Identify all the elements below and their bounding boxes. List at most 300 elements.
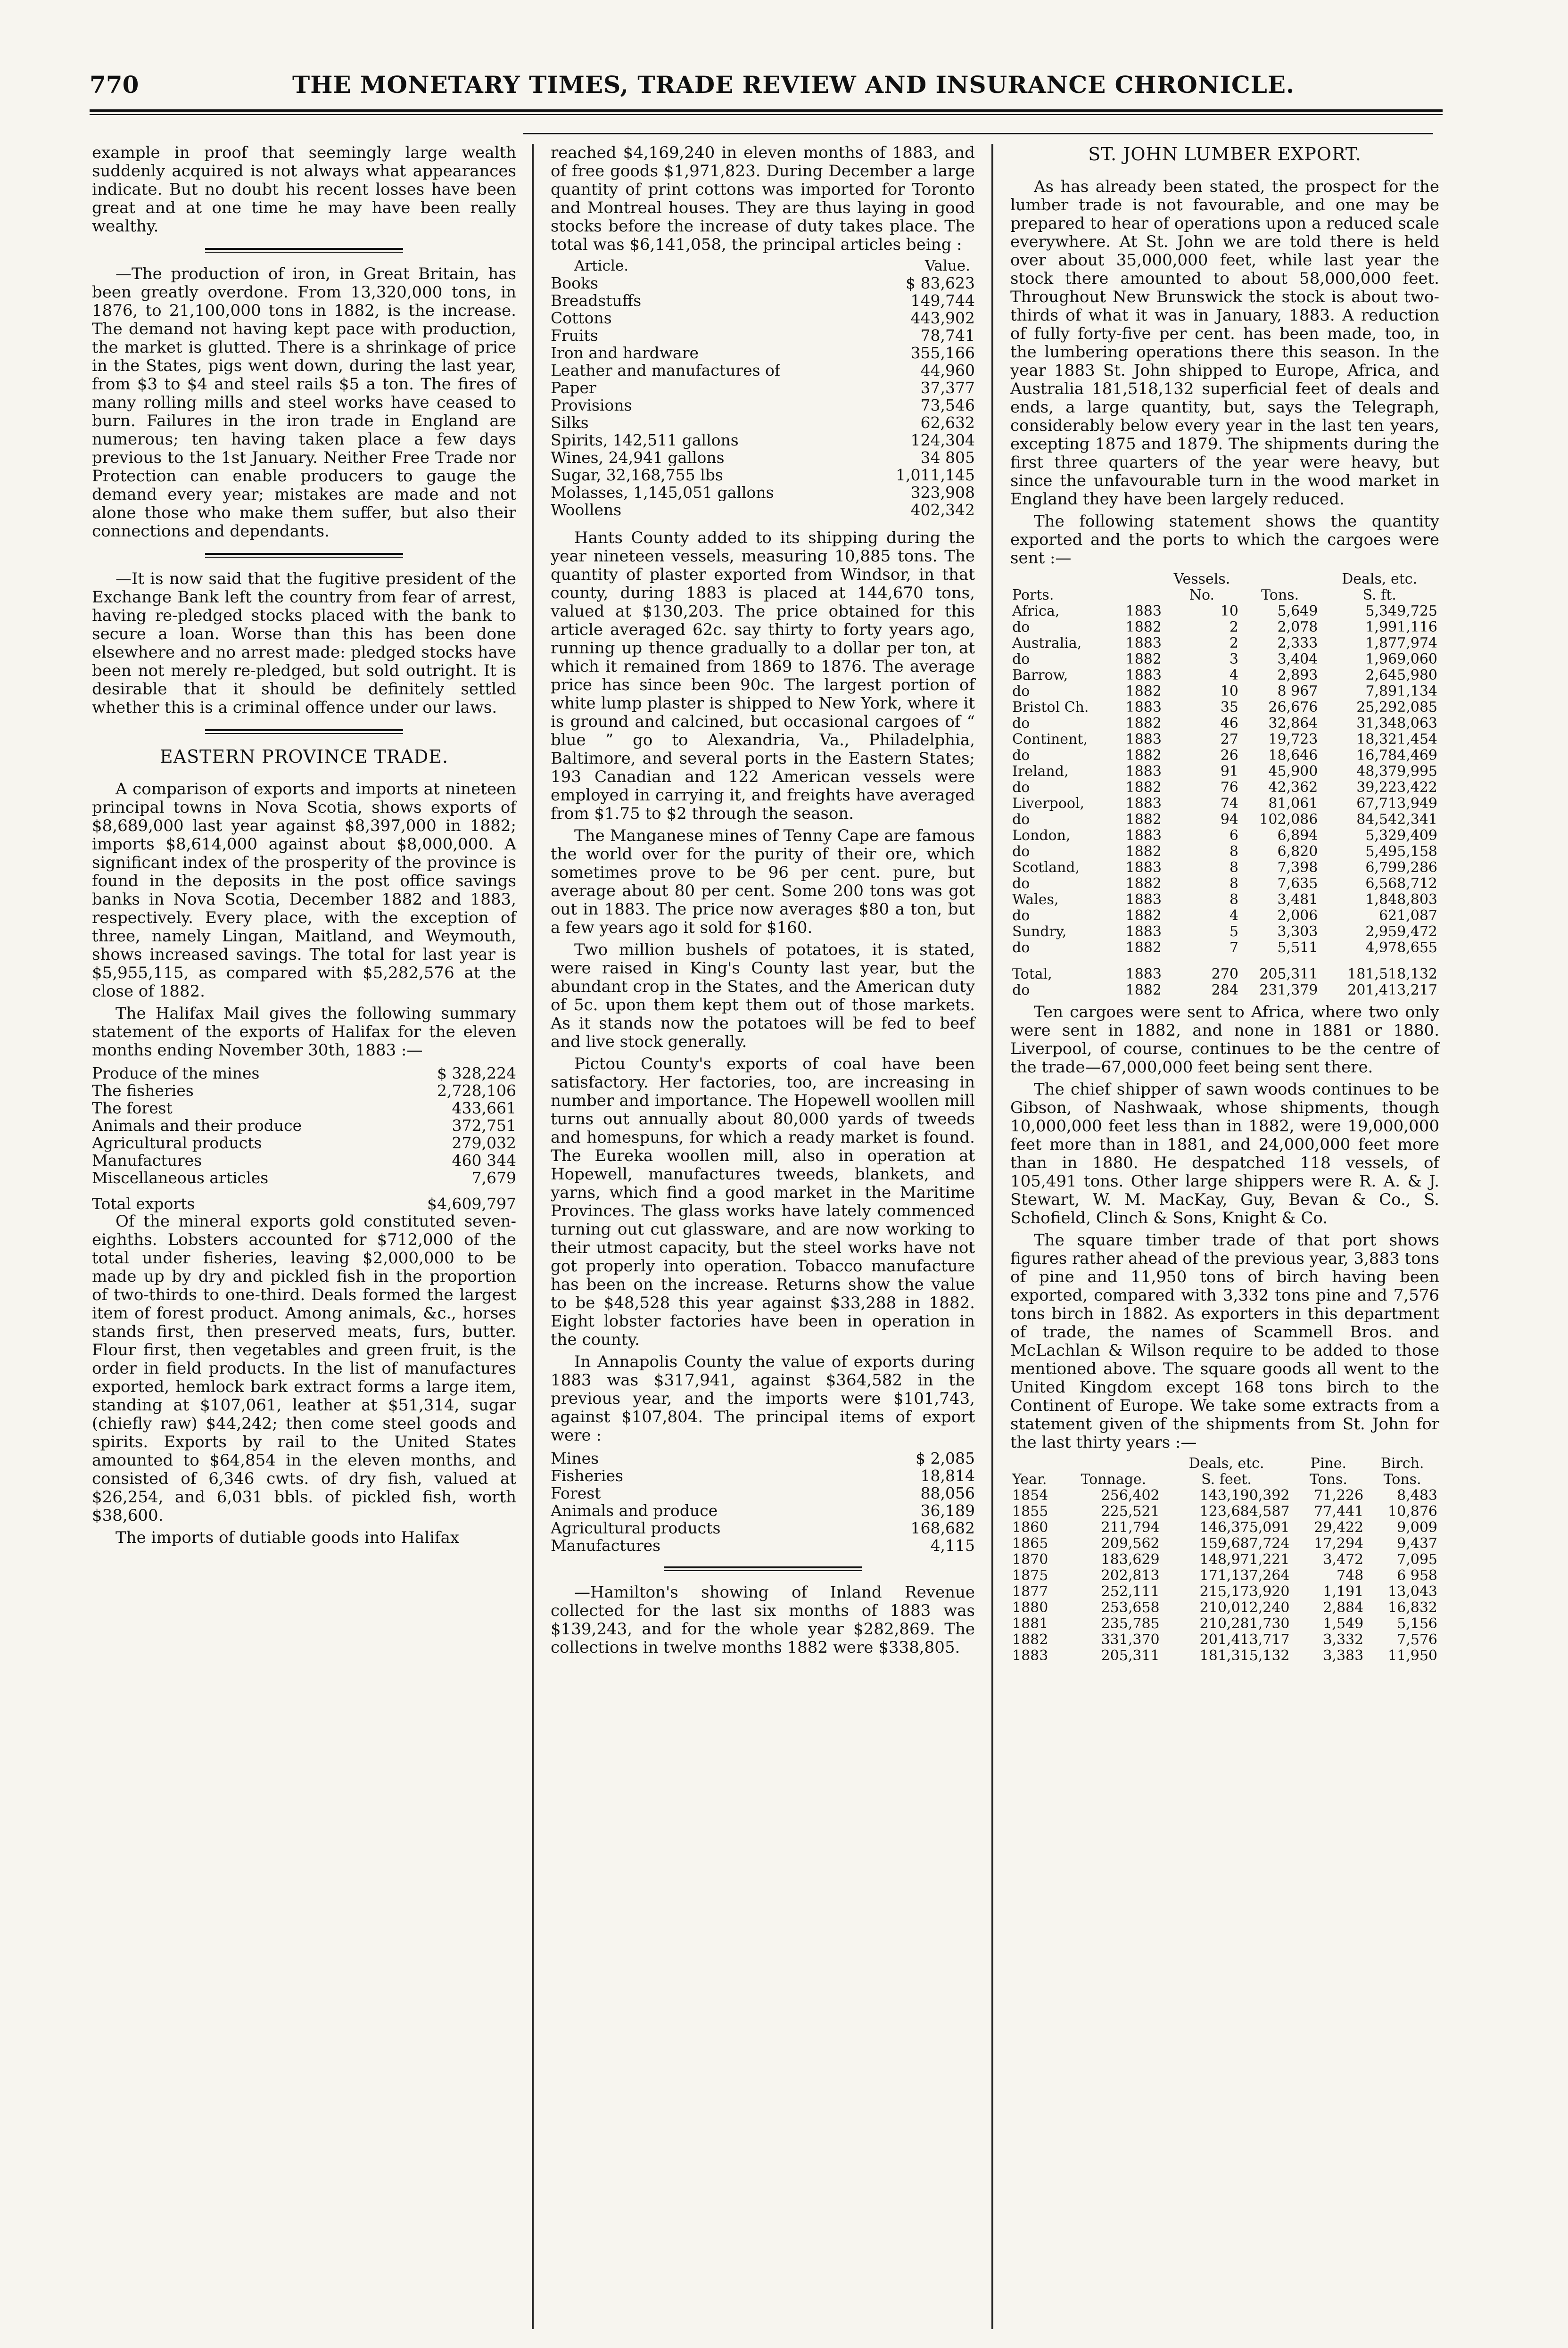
ledger-label: Manufactures	[551, 1537, 661, 1554]
ports-header-tons: Tons.	[1261, 587, 1299, 603]
cell-no: 5	[1229, 923, 1238, 940]
ledger-value: 78,741	[920, 326, 975, 345]
cell-feet: 5,495,158	[1365, 843, 1437, 860]
hist-header-tonnage: Tonnage.	[1081, 1471, 1147, 1488]
cell-port: do	[1012, 651, 1030, 667]
ledger-value: 1,011,145	[896, 466, 975, 484]
cell-year: 1882	[1125, 843, 1162, 860]
ports-header-ports: Ports.	[1012, 587, 1054, 603]
cell-pine: 3,332	[1323, 1631, 1364, 1648]
cell-no: 8	[1229, 843, 1238, 860]
table-row	[1010, 876, 1439, 892]
total-exports-row	[92, 1195, 516, 1212]
cell-tons: 231,379	[1259, 982, 1318, 998]
ledger-value: 402,342	[910, 501, 975, 519]
ledger-row	[551, 396, 975, 414]
cell-year: 1883	[1125, 763, 1162, 780]
hist-header-year: Year.	[1012, 1471, 1047, 1488]
hist-header-birch: Birch.	[1380, 1455, 1424, 1472]
cell-tonnage: 205,311	[1101, 1648, 1160, 1664]
cell-year: 1875	[1012, 1567, 1048, 1584]
ledger-value: 73,546	[920, 396, 975, 414]
cell-tons: 5,511	[1277, 939, 1318, 956]
article-paragraph: The imports of dutiable goods into Halifax	[116, 1528, 460, 1547]
cell-feet: 39,223,422	[1356, 779, 1437, 796]
table-row	[1010, 764, 1439, 780]
ledger-row	[551, 1467, 975, 1484]
cell-no: 46	[1220, 715, 1238, 732]
ledger-row	[551, 1519, 975, 1537]
ledger-value: 88,056	[920, 1484, 975, 1502]
cell-feet: 201,413,217	[1347, 982, 1437, 998]
cell-port: do	[1012, 875, 1030, 892]
table-row	[1010, 1600, 1439, 1616]
ledger-value: 124,304	[910, 431, 975, 449]
article-paragraph: Hants County added to its shipping during the year nineteen vessels, measuring 10,885 tons. The quantity of plaster exported from Windsor, in that county, during 1883 is placed at 144,670 tons, valued at $130,203. The price obtained for this article averaged 62c. say thirty to forty years ago, running up thence gradually to a dollar per ton, at which it remained from 1869 to 1876. The average price has since been 90c. The largest portion of white lump plaster is shipped to New York, where it is ground and calcined, but occasional cargoes of “ blue ” go to Alexandria, Va., Philadelphia, Baltimore, and several ports in the Eastern States; 193 Canadian and 122 American vessels were employed in carrying it, and freights have averaged from $1.75 to $2 through the season.	[551, 528, 975, 823]
cell-port: Australia,	[1012, 635, 1082, 651]
column-divider	[532, 144, 534, 2329]
cell-feet: 48,379,995	[1356, 763, 1437, 780]
cell-feet: 2,645,980	[1365, 667, 1437, 684]
ledger-row	[92, 1134, 516, 1152]
cell-port: do	[1012, 939, 1030, 956]
cell-birch: 9,009	[1397, 1519, 1437, 1536]
cell-year: 1882	[1125, 715, 1162, 732]
ports-header-vessels: Vessels.	[1173, 571, 1230, 587]
ledger-row	[551, 379, 975, 396]
cell-birch: 6 958	[1397, 1567, 1437, 1584]
article-paragraph: The following statement shows the quantity exported and the ports to which the cargoes were sent :—	[1010, 512, 1439, 568]
table-row	[1010, 780, 1439, 796]
ledger-row	[551, 309, 975, 327]
ledger-row	[551, 274, 975, 292]
ledger-label: Sugar, 32,168,755 lbs	[551, 466, 723, 484]
ledger-row	[551, 362, 975, 379]
top-rule	[523, 133, 1433, 134]
cell-birch: 16,832	[1388, 1599, 1437, 1616]
cell-no: 2	[1229, 635, 1238, 651]
cell-no: 8	[1229, 875, 1238, 892]
article-paragraph: Ten cargoes were sent to Africa, where two only were sent in 1882, and none in 1881 or 1880. Liverpool, of course, continues to be the centre of the trade—67,000,000 feet being sent there.	[1010, 1003, 1439, 1077]
cell-tonnage: 252,111	[1101, 1583, 1160, 1600]
cell-no: 8	[1229, 891, 1238, 908]
cell-pine: 29,422	[1314, 1519, 1364, 1536]
cell-year: 1883	[1125, 603, 1162, 619]
ledger-value: 279,032	[452, 1134, 516, 1152]
cell-year: 1882	[1125, 619, 1162, 635]
cell-tonnage: 253,658	[1101, 1599, 1160, 1616]
cell-no: 27	[1220, 731, 1238, 748]
cell-year: 1883	[1125, 699, 1162, 716]
hist-header-birch-tons: Tons.	[1383, 1471, 1421, 1488]
table-row	[1010, 667, 1439, 684]
column-3	[1010, 144, 1439, 2329]
ledger-row	[92, 1152, 516, 1169]
cell-port: do	[1012, 843, 1030, 860]
separator	[205, 553, 403, 558]
cell-port: do	[1012, 619, 1030, 635]
table-row	[1010, 956, 1439, 982]
table-row	[1010, 1520, 1439, 1536]
cell-tons: 42,362	[1268, 779, 1318, 796]
article-paragraph: —The production of iron, in Great Britain, has been greatly overdone. From 13,320,000 tons, in 1876, to 21,100,000 tons in 1882, is the increase. The demand not having kept pace with production, the market is glutted. There is a shrinkage of price in the States, pigs went down, during the last year, from $3 to $4 and steel rails $5 a ton. The fires of many rolling mills and steel works have ceased to burn. Failures in the iron trade in England are numerous; ten having taken place a few days previous to the 1st January. Neither Free Trade nor Protection can enable producers to gauge the demand every year; mistakes are made and not alone those who make them suffer, but also their connections and dependants.	[92, 264, 516, 541]
article-paragraph: example in proof that seemingly large wealth suddenly acquired is not always what appearances indicate. But no doubt his recent losses have been great and at one time he may have been really wealthy.	[92, 143, 516, 236]
shipments-history-body	[1010, 1488, 1439, 1664]
cell-no: 8	[1229, 859, 1238, 876]
cell-no: 91	[1220, 763, 1238, 780]
ledger-value: 37,377	[920, 379, 975, 397]
cell-tonnage: 183,629	[1101, 1551, 1160, 1568]
cell-feet: 7,891,134	[1365, 683, 1437, 700]
cell-tons: 205,311	[1259, 966, 1318, 982]
ledger-label: Books	[551, 274, 598, 292]
cell-year: 1881	[1012, 1615, 1048, 1632]
ledger-value: 62,632	[920, 413, 975, 432]
cell-feet: 16,784,469	[1356, 747, 1437, 764]
cell-no: 26	[1220, 747, 1238, 764]
cell-port: Sundry,	[1012, 923, 1067, 940]
ledger-label: Produce of the mines	[92, 1064, 260, 1082]
imports-header-value: Value.	[924, 257, 970, 274]
table-row	[1010, 651, 1439, 667]
ledger-row	[551, 1502, 975, 1519]
cell-tons: 26,676	[1268, 699, 1318, 716]
cell-pine: 71,226	[1314, 1487, 1364, 1504]
ledger-value: 18,814	[920, 1466, 975, 1485]
cell-tonnage: 235,785	[1101, 1615, 1160, 1632]
table-row	[1010, 748, 1439, 764]
cell-feet: 201,413,717	[1199, 1631, 1290, 1648]
table-row	[1010, 1616, 1439, 1632]
cell-tonnage: 225,521	[1101, 1503, 1160, 1520]
ledger-value: 4,115	[930, 1536, 975, 1555]
ledger-label: Agricultural products	[92, 1134, 262, 1152]
ledger-label: The forest	[92, 1099, 173, 1117]
cell-no: 3	[1229, 651, 1238, 667]
table-row	[1010, 1632, 1439, 1648]
table-row	[1010, 1552, 1439, 1568]
cell-feet: 181,518,132	[1347, 966, 1437, 982]
ledger-value: 323,908	[910, 483, 975, 502]
ledger-row	[551, 466, 975, 484]
article-paragraph: The Manganese mines of Tenny Cape are famous the world over for the purity of their ore, which sometimes prove to be 96 per cent. pure, but average about 80 per cent. Some 200 tons was got out in 1883. The price now averages $80 a ton, but a few years ago it sold for $160.	[551, 826, 975, 937]
cell-feet: 4,978,655	[1365, 939, 1437, 956]
cell-no: 7	[1229, 939, 1238, 956]
cell-feet: 210,012,240	[1199, 1599, 1290, 1616]
table-row	[1010, 796, 1439, 812]
cell-port: do	[1012, 907, 1030, 924]
cell-tons: 45,900	[1268, 763, 1318, 780]
table-row	[1010, 924, 1439, 940]
cell-port: London,	[1012, 827, 1071, 844]
cell-feet: 621,087	[1378, 907, 1437, 924]
cell-pine: 1,549	[1323, 1615, 1364, 1632]
cell-no: 74	[1220, 795, 1238, 812]
article-paragraph: The Halifax Mail gives the following summary statement of the exports of Halifax for the eleven months ending November 30th, 1883 :—	[92, 1004, 516, 1060]
cell-port: Bristol Ch.	[1012, 699, 1089, 716]
cell-year: 1883	[1125, 966, 1162, 982]
ledger-value: 460 344	[452, 1151, 516, 1170]
ledger-row	[551, 1450, 975, 1467]
ledger-value: $ 328,224	[437, 1064, 516, 1082]
cell-tonnage: 331,370	[1101, 1631, 1160, 1648]
cell-no: 10	[1220, 603, 1238, 619]
cell-tons: 2,006	[1277, 907, 1318, 924]
cell-year: 1882	[1125, 939, 1162, 956]
table-row	[1010, 1504, 1439, 1520]
ledger-label: Animals and their produce	[92, 1117, 302, 1134]
cell-tonnage: 256,402	[1101, 1487, 1160, 1504]
cell-feet: 171,137,264	[1199, 1567, 1290, 1584]
ledger-value: 44,960	[920, 361, 975, 379]
ledger-row	[92, 1099, 516, 1117]
cell-feet: 123,684,587	[1199, 1503, 1290, 1520]
table-row	[1010, 860, 1439, 876]
ledger-value: 355,166	[910, 344, 975, 362]
cell-year: 1883	[1125, 795, 1162, 812]
cell-feet: 2,959,472	[1365, 923, 1437, 940]
cell-year: 1883	[1125, 859, 1162, 876]
ledger-row	[551, 327, 975, 344]
cell-feet: 148,971,221	[1199, 1551, 1290, 1568]
ledger-value: 7,679	[471, 1169, 516, 1187]
cell-birch: 9,437	[1397, 1535, 1437, 1552]
ledger-row	[551, 449, 975, 466]
ledger-value: 433,661	[452, 1099, 516, 1117]
cell-no: 284	[1211, 982, 1238, 998]
cell-birch: 5,156	[1397, 1615, 1437, 1632]
cell-tons: 7,398	[1277, 859, 1318, 876]
ports-header-sft: S. ft.	[1362, 587, 1396, 603]
page-number: 770	[90, 71, 139, 99]
cell-year: 1883	[1125, 667, 1162, 684]
cell-feet: 1,877,974	[1365, 635, 1437, 651]
ledger-label: Manufactures	[92, 1152, 202, 1169]
halifax-exports-list	[92, 1064, 516, 1186]
table-row	[1010, 1488, 1439, 1504]
ledger-label: Agricultural products	[551, 1519, 721, 1537]
ledger-label: Leather and manufactures of	[551, 362, 781, 379]
cell-feet: 31,348,063	[1356, 715, 1437, 732]
ledger-label: Silks	[551, 414, 589, 431]
ledger-label: Wines, 24,941 gallons	[551, 449, 725, 466]
ledger-label: Cottons	[551, 309, 612, 327]
cell-port: do	[1012, 982, 1030, 998]
cell-no: 4	[1229, 667, 1238, 684]
table-row	[1010, 635, 1439, 651]
cell-year: 1880	[1012, 1599, 1048, 1616]
cell-tonnage: 202,813	[1101, 1567, 1160, 1584]
cell-tons: 7,635	[1277, 875, 1318, 892]
ports-header-deals: Deals, etc.	[1342, 571, 1418, 587]
cell-port: Barrow,	[1012, 667, 1068, 684]
cell-year: 1883	[1012, 1648, 1048, 1664]
table-row	[1010, 812, 1439, 828]
cell-port: Scotland,	[1012, 859, 1080, 876]
cell-year: 1855	[1012, 1503, 1048, 1520]
cell-feet: 5,329,409	[1365, 827, 1437, 844]
separator	[664, 1566, 862, 1571]
cell-pine: 748	[1336, 1567, 1364, 1584]
cell-port: do	[1012, 747, 1030, 764]
ledger-row	[551, 1484, 975, 1502]
cell-tonnage: 211,794	[1101, 1519, 1160, 1536]
cell-year: 1860	[1012, 1519, 1048, 1536]
cell-year: 1854	[1012, 1487, 1048, 1504]
column-1	[92, 144, 516, 2329]
cell-tons: 19,723	[1268, 731, 1318, 748]
cell-tons: 2,333	[1277, 635, 1318, 651]
cell-year: 1883	[1125, 827, 1162, 844]
cell-year: 1882	[1125, 683, 1162, 700]
table-row	[1010, 619, 1439, 635]
cell-feet: 143,190,392	[1199, 1487, 1290, 1504]
cell-tons: 8 967	[1277, 683, 1318, 700]
cell-birch: 10,876	[1388, 1503, 1437, 1520]
cell-tons: 81,061	[1268, 795, 1318, 812]
cell-feet: 84,542,341	[1356, 811, 1437, 828]
cell-year: 1870	[1012, 1551, 1048, 1568]
halifax-imports-list	[551, 274, 975, 519]
ports-header-no: No.	[1189, 587, 1215, 603]
cell-port: do	[1012, 715, 1030, 732]
cell-feet: 5,349,725	[1365, 603, 1437, 619]
cell-year: 1883	[1125, 635, 1162, 651]
cell-port: do	[1012, 779, 1030, 796]
ledger-row	[551, 1537, 975, 1554]
ledger-label: Breadstuffs	[551, 292, 642, 309]
column-2	[551, 144, 975, 2329]
cell-no: 35	[1220, 699, 1238, 716]
cell-year: 1882	[1125, 747, 1162, 764]
cell-port: do	[1012, 683, 1030, 700]
cell-tons: 5,649	[1277, 603, 1318, 619]
article-paragraph: As has already been stated, the prospect for the lumber trade is not favourable, and one may be prepared to hear of operations upon a reduced scale everywhere. At St. John we are told there is held over about 35,000,000 feet, while last year the stock there amounted to about 58,000,000 feet. Throughout New Brunswick the stock is about two-thirds of what it was in January, 1883. A reduction of fully forty-five per cent. has been made, too, in the lumbering operations there this season. In the year 1883 St. John shipped to Europe, Africa, and Australia 181,518,132 superficial feet of deals and ends, a large quantity, but, says the Telegraph, considerably below every year in the last ten years, excepting 1875 and 1879. The shipments during the first three quarters of the year were heavy, but since the unfavourable turn in the wood market in England they have been largely reduced.	[1010, 177, 1439, 509]
cell-tons: 102,086	[1259, 811, 1318, 828]
cell-year: 1882	[1125, 875, 1162, 892]
annapolis-exports-list	[551, 1450, 975, 1554]
ledger-label: Animals and produce	[551, 1502, 718, 1519]
ledger-row	[551, 414, 975, 431]
cell-port: Total,	[1012, 966, 1052, 982]
ledger-label: Fruits	[551, 327, 598, 344]
masthead-rule-thin	[90, 114, 1443, 115]
ledger-value: 168,682	[910, 1519, 975, 1537]
cell-birch: 13,043	[1388, 1583, 1437, 1600]
ledger-label: Forest	[551, 1484, 601, 1502]
section-heading: EASTERN PROVINCE TRADE.	[159, 746, 449, 767]
cell-year: 1882	[1125, 811, 1162, 828]
table-row	[1010, 828, 1439, 844]
cell-pine: 17,294	[1314, 1535, 1364, 1552]
cell-feet: 67,713,949	[1356, 795, 1437, 812]
ledger-value: 36,189	[920, 1501, 975, 1520]
cell-feet: 1,848,803	[1365, 891, 1437, 908]
cell-tons: 32,864	[1268, 715, 1318, 732]
ledger-label: Mines	[551, 1450, 599, 1467]
cell-birch: 11,950	[1388, 1648, 1437, 1664]
section-heading: ST. JOHN LUMBER EXPORT.	[1088, 144, 1362, 165]
shipments-history-table	[1010, 1456, 1439, 1664]
cell-pine: 1,191	[1323, 1583, 1364, 1600]
table-row	[1010, 700, 1439, 716]
ledger-label: Iron and hardware	[551, 344, 699, 362]
cell-year: 1882	[1012, 1631, 1048, 1648]
ledger-row	[551, 344, 975, 362]
table-row	[1010, 844, 1439, 860]
cell-feet: 146,375,091	[1199, 1519, 1290, 1536]
cell-tons: 6,820	[1277, 843, 1318, 860]
cell-feet: 6,568,712	[1365, 875, 1437, 892]
table-row	[1010, 684, 1439, 700]
cell-year: 1882	[1125, 907, 1162, 924]
cell-no: 6	[1229, 827, 1238, 844]
article-paragraph: —It is now said that the fugitive president of the Exchange Bank left the country from fear of arrest, having re-pledged stocks placed with the bank to secure a loan. Worse than this has been done elsewhere and no arrest made: pledged stocks have been not merely re-pledged, but sold outright. It is desirable that it should be definitely settled whether this is a criminal offence under our laws.	[92, 569, 516, 717]
cell-feet: 181,315,132	[1199, 1648, 1290, 1664]
cell-birch: 7,576	[1397, 1631, 1437, 1648]
table-row	[1010, 1536, 1439, 1552]
cell-pine: 2,884	[1323, 1599, 1364, 1616]
article-paragraph: In Annapolis County the value of exports during 1883 was $317,941, against $364,582 in the previous year, and the imports were $101,743, against $107,804. The principal items of export were :	[551, 1352, 975, 1445]
article-paragraph: reached $4,169,240 in eleven months of 1883, and of free goods $1,971,823. During December a large quantity of print cottons was imported for Toronto and Montreal houses. They are thus laying in good stocks before the increase of duty takes place. The total was $6,141,058, the principal articles being :	[551, 143, 975, 254]
ledger-row	[551, 431, 975, 449]
cell-year: 1865	[1012, 1535, 1048, 1552]
table-row	[1010, 940, 1439, 956]
ports-table-body	[1010, 603, 1439, 998]
cell-port: Liverpool,	[1012, 795, 1085, 812]
cell-pine: 3,472	[1323, 1551, 1364, 1568]
ledger-row	[92, 1064, 516, 1082]
ledger-row	[92, 1169, 516, 1186]
article-paragraph: —Hamilton's showing of Inland Revenue collected for the last six months of 1883 was $139,243, and for the whole year $282,869. The collections in twelve months 1882 were $338,805.	[551, 1583, 975, 1657]
hist-header-deals: Deals, etc.	[1188, 1455, 1264, 1472]
cell-tons: 6,894	[1277, 827, 1318, 844]
cell-tons: 3,303	[1277, 923, 1318, 940]
table-row	[1010, 716, 1439, 732]
article-paragraph: A comparison of exports and imports at nineteen principal towns in Nova Scotia, shows exports of $8,689,000 last year against $8,397,000 in 1882; imports $8,614,000 against about $8,000,000. A significant index of the prosperity of the province is found in the deposits in the post office savings banks in Nova Scotia, December 1882 and 1883, respectively. Every place, with the exception of three, namely Lingan, Maitland, and Weymouth, shows increased savings. The total for last year is $5,955,115, as compared with $5,282,576 at the close of 1882.	[92, 780, 516, 1001]
table-row	[1010, 892, 1439, 908]
column-divider	[991, 144, 993, 2329]
table-row	[1010, 1568, 1439, 1584]
article-paragraph: The square timber trade of that port shows figures rather ahead of the previous year, 3,883 tons of pine and 11,950 tons of birch having been exported, compared with 3,332 tons pine and 7,576 tons birch in 1882. As exporters in this department of trade, the names of Scammell Bros. and McLachlan & Wilson require to be added to those mentioned above. The square goods all went to the United Kingdom except 168 tons birch to the Continent of Europe. We take some extracts from a statement given of the shipments from St. John for the last thirty years :—	[1010, 1231, 1439, 1452]
cell-feet: 1,969,060	[1365, 651, 1437, 667]
cell-tons: 3,404	[1277, 651, 1318, 667]
cell-tons: 3,481	[1277, 891, 1318, 908]
cell-pine: 3,383	[1323, 1648, 1364, 1664]
total-label: Total exports	[92, 1195, 195, 1213]
cell-feet: 18,321,454	[1356, 731, 1437, 748]
masthead-title: THE MONETARY TIMES, TRADE REVIEW AND INSURANCE CHRONICLE.	[292, 71, 1295, 99]
ledger-value: 149,744	[910, 291, 975, 310]
cell-year: 1882	[1125, 779, 1162, 796]
ledger-label: Miscellaneous articles	[92, 1169, 269, 1186]
ledger-value: 372,751	[452, 1116, 516, 1135]
cell-feet: 25,292,085	[1356, 699, 1437, 716]
cell-feet: 215,173,920	[1199, 1583, 1290, 1600]
cell-port: Africa,	[1012, 603, 1060, 619]
ledger-row	[551, 484, 975, 501]
total-value: $4,609,797	[427, 1195, 516, 1213]
table-row	[1010, 982, 1439, 998]
ledger-label: Woollens	[551, 501, 622, 519]
masthead-rule	[90, 109, 1443, 112]
cell-tons: 2,078	[1277, 619, 1318, 635]
cell-port: do	[1012, 811, 1030, 828]
cell-no: 2	[1229, 619, 1238, 635]
cell-year: 1877	[1012, 1583, 1048, 1600]
ledger-value: 34 805	[920, 448, 975, 467]
table-row	[1010, 908, 1439, 924]
